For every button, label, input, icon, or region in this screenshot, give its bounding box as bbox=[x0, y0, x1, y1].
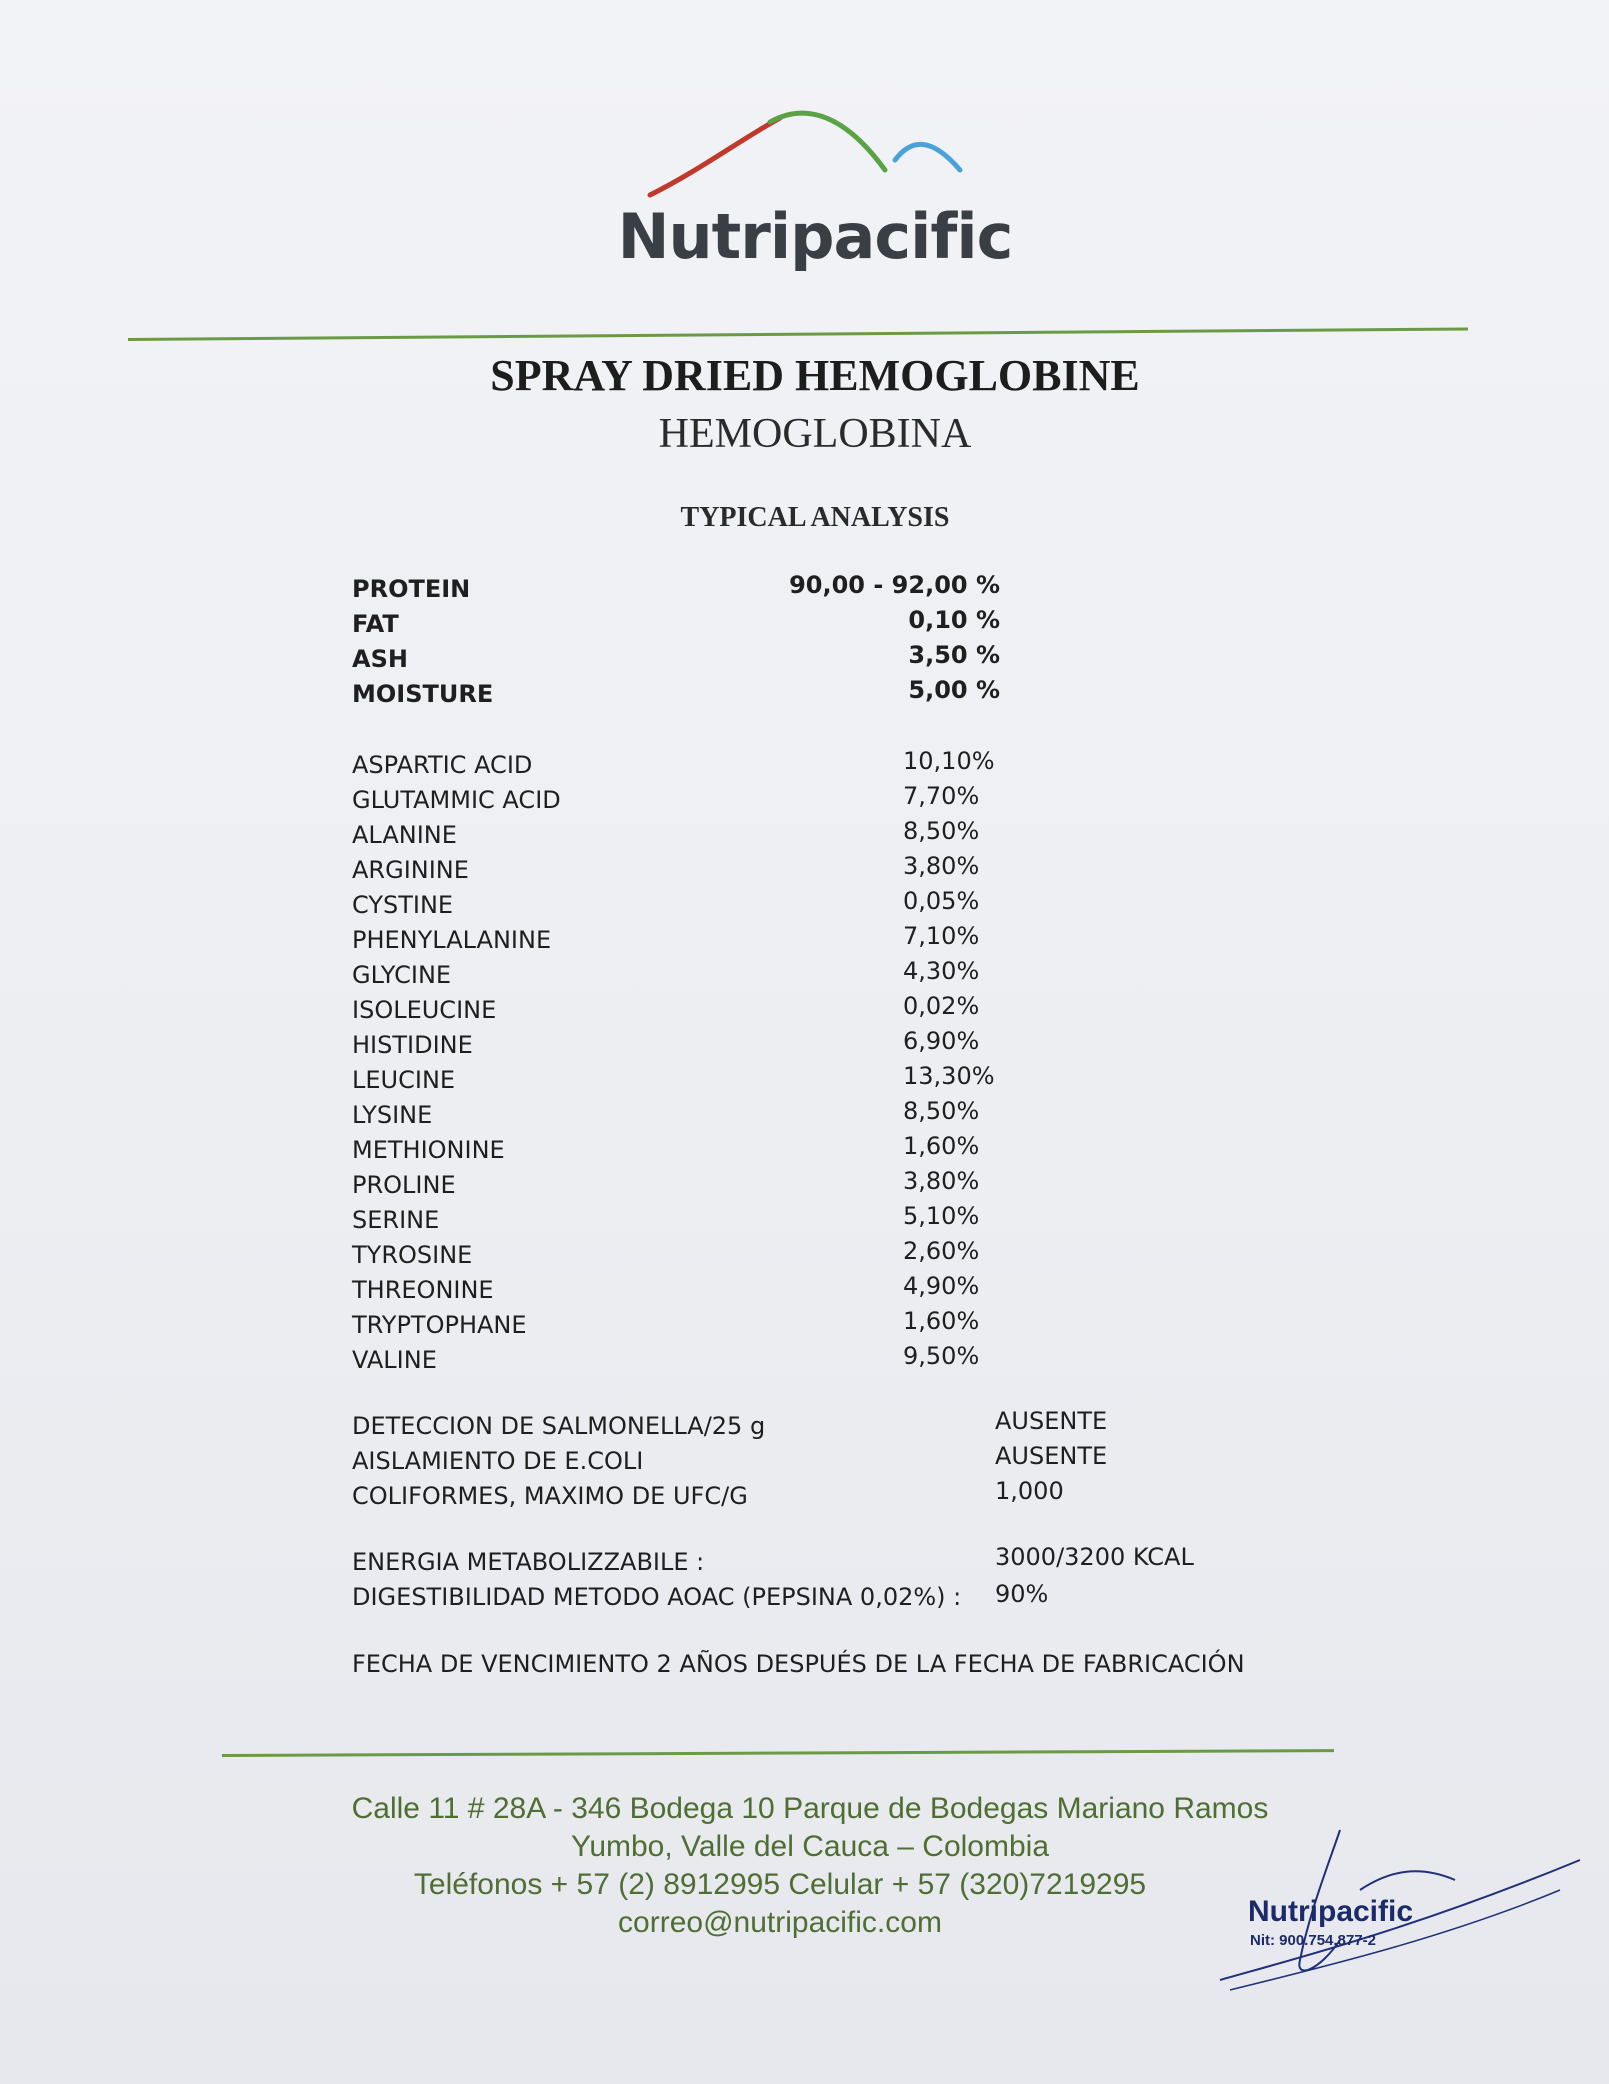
micro-value: 1,000 bbox=[995, 1477, 1064, 1505]
amino-acid-label: ASPARTIC ACID bbox=[352, 751, 533, 779]
amino-acid-value: 4,90% bbox=[903, 1272, 980, 1300]
value-moisture: 5,00 % bbox=[908, 676, 1000, 704]
product-title-en: SPRAY DRIED HEMOGLOBINE bbox=[490, 351, 1140, 400]
expiry-note: FECHA DE VENCIMIENTO 2 AÑOS DESPUÉS DE LA FECHA DE FABRICACIÓN bbox=[352, 1650, 1245, 1678]
micro-label: COLIFORMES, MAXIMO DE UFC/G bbox=[352, 1482, 748, 1510]
amino-acid-value: 13,30% bbox=[903, 1062, 995, 1090]
amino-acid-label: PHENYLALANINE bbox=[352, 926, 552, 954]
amino-acid-label: ALANINE bbox=[352, 821, 457, 849]
amino-acid-value: 0,05% bbox=[903, 887, 980, 915]
amino-acid-label: ARGININE bbox=[352, 856, 469, 884]
digestibility-value: 90% bbox=[995, 1580, 1049, 1608]
label-ash: ASH bbox=[352, 645, 408, 673]
amino-acid-value: 2,60% bbox=[903, 1237, 980, 1265]
amino-acid-label: ISOLEUCINE bbox=[352, 996, 497, 1024]
amino-acid-label: LEUCINE bbox=[352, 1066, 456, 1094]
amino-acid-label: TRYPTOPHANE bbox=[352, 1311, 527, 1339]
product-title-es: HEMOGLOBINA bbox=[658, 411, 972, 457]
energy-label: ENERGIA METABOLIZZABILE : bbox=[352, 1548, 705, 1576]
energy-value: 3000/3200 KCAL bbox=[995, 1543, 1194, 1571]
amino-acid-label: GLUTAMMIC ACID bbox=[352, 786, 561, 814]
company-stamp-signature bbox=[1180, 1820, 1600, 2000]
micro-label: AISLAMIENTO DE E.COLI bbox=[352, 1447, 644, 1475]
amino-acid-value: 1,60% bbox=[903, 1132, 980, 1160]
amino-acid-value: 8,50% bbox=[903, 817, 980, 845]
amino-acid-label: VALINE bbox=[352, 1346, 437, 1374]
footer-phone-line: Teléfonos + 57 (2) 8912995 Celular + 57 (320)7219295 bbox=[413, 1868, 1147, 1901]
amino-acid-label: HISTIDINE bbox=[352, 1031, 473, 1059]
value-protein: 90,00 - 92,00 % bbox=[789, 571, 1000, 599]
amino-acid-value: 8,50% bbox=[903, 1097, 980, 1125]
micro-value: AUSENTE bbox=[995, 1442, 1108, 1470]
amino-acid-value: 4,30% bbox=[903, 957, 980, 985]
micro-value: AUSENTE bbox=[995, 1407, 1108, 1435]
amino-acid-label: TYROSINE bbox=[352, 1241, 473, 1269]
amino-acid-value: 7,10% bbox=[903, 922, 980, 950]
digestibility-label: DIGESTIBILIDAD METODO AOAC (PEPSINA 0,02%) : bbox=[352, 1583, 962, 1611]
amino-acid-value: 9,50% bbox=[903, 1342, 980, 1370]
top-divider bbox=[128, 327, 1468, 341]
value-ash: 3,50 % bbox=[908, 641, 1000, 669]
micro-label: DETECCION DE SALMONELLA/25 g bbox=[352, 1412, 766, 1440]
section-heading: TYPICAL ANALYSIS bbox=[680, 502, 950, 533]
amino-acid-value: 0,02% bbox=[903, 992, 980, 1020]
label-moisture: MOISTURE bbox=[352, 680, 494, 708]
amino-acid-value: 3,80% bbox=[903, 852, 980, 880]
amino-acid-label: CYSTINE bbox=[352, 891, 454, 919]
company-logo bbox=[600, 100, 1020, 290]
amino-acid-value: 10,10% bbox=[903, 747, 995, 775]
bottom-divider bbox=[222, 1749, 1334, 1757]
label-fat: FAT bbox=[352, 610, 399, 638]
stamp-nit: Nit: 900.754.877-2 bbox=[1250, 1932, 1376, 1949]
amino-acid-label: METHIONINE bbox=[352, 1136, 505, 1164]
footer-address-line: Calle 11 # 28A - 346 Bodega 10 Parque de Bodegas Mariano Ramos bbox=[351, 1792, 1269, 1825]
amino-acid-label: SERINE bbox=[352, 1206, 440, 1234]
footer-email: correo@nutripacific.com bbox=[618, 1906, 942, 1939]
amino-acid-label: PROLINE bbox=[352, 1171, 456, 1199]
amino-acid-value: 1,60% bbox=[903, 1307, 980, 1335]
amino-acid-value: 6,90% bbox=[903, 1027, 980, 1055]
amino-acid-value: 5,10% bbox=[903, 1202, 980, 1230]
label-protein: PROTEIN bbox=[352, 575, 471, 603]
amino-acid-value: 7,70% bbox=[903, 782, 980, 810]
footer-city-line: Yumbo, Valle del Cauca – Colombia bbox=[570, 1830, 1050, 1863]
stamp-company-name: Nutripacific bbox=[1248, 1895, 1414, 1928]
amino-acid-label: LYSINE bbox=[352, 1101, 433, 1129]
brand-name: Nutripacific bbox=[617, 200, 1013, 273]
value-fat: 0,10 % bbox=[908, 606, 1000, 634]
amino-acid-value: 3,80% bbox=[903, 1167, 980, 1195]
amino-acid-label: THREONINE bbox=[352, 1276, 494, 1304]
mountain-logo-icon bbox=[640, 100, 980, 200]
amino-acid-label: GLYCINE bbox=[352, 961, 452, 989]
